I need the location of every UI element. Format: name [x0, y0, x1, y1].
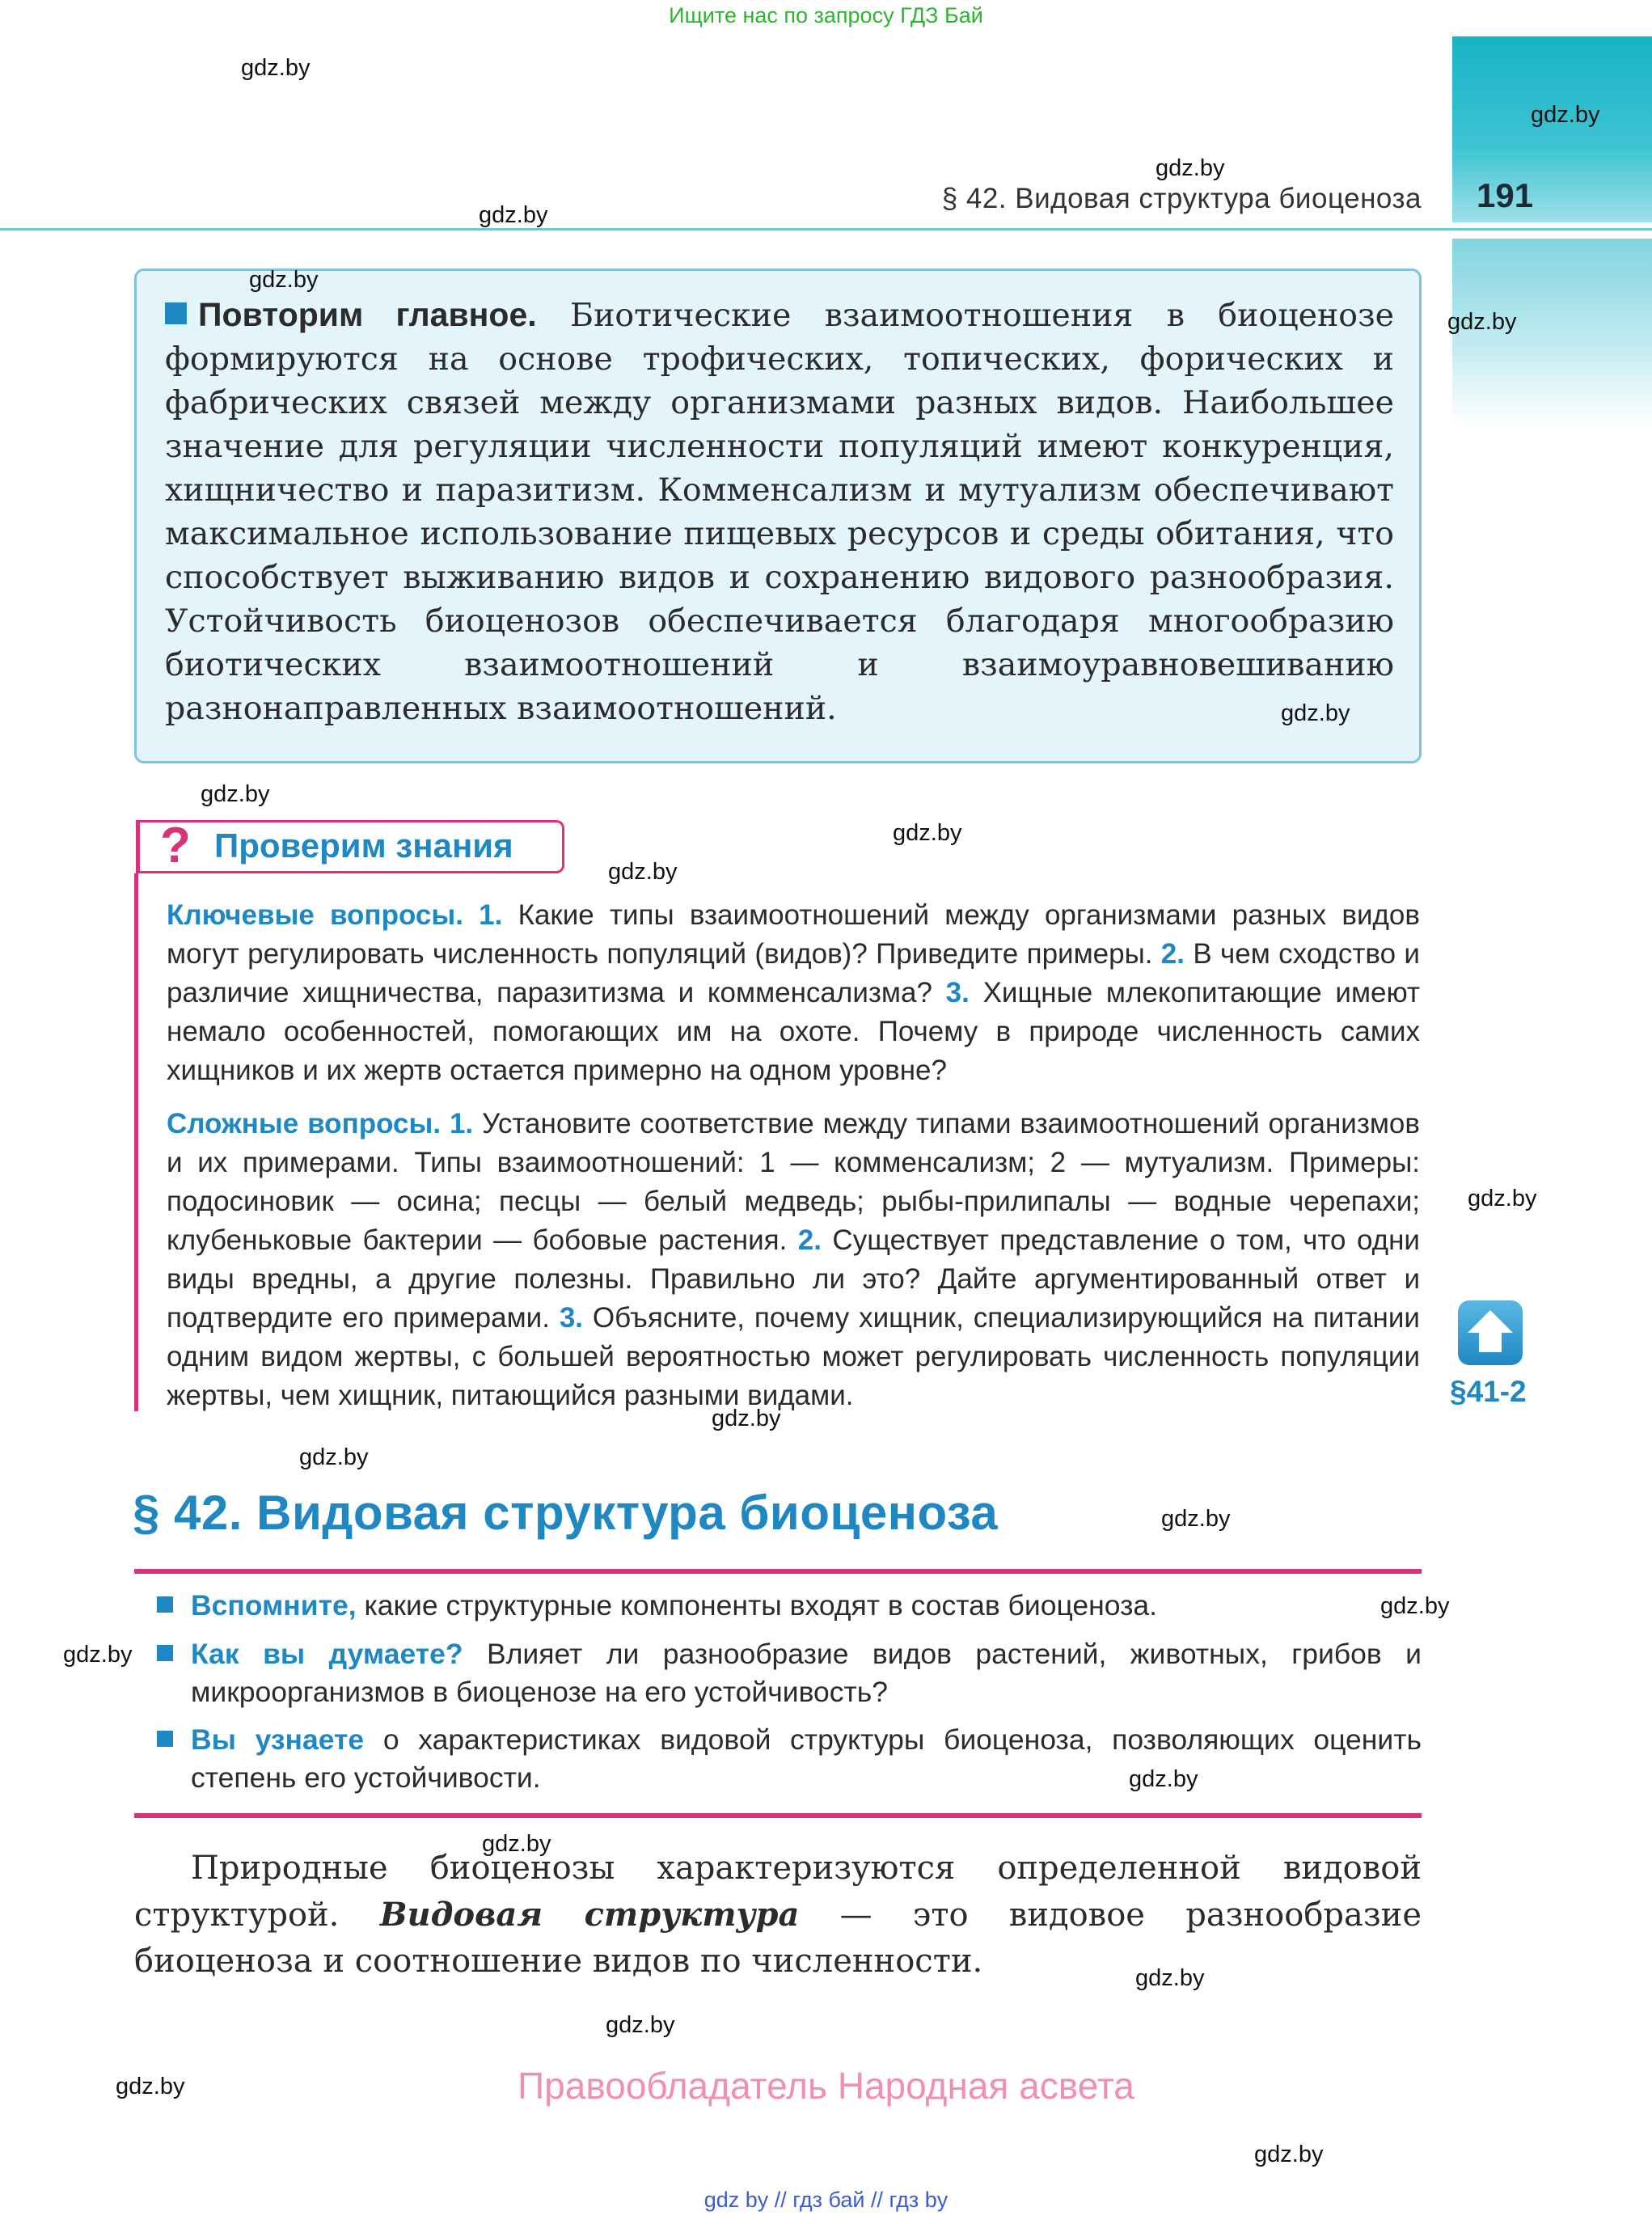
check-knowledge-title: Проверим знания [214, 827, 513, 865]
watermark: gdz.by [482, 1831, 551, 1857]
section-title: § 42. Видовая структура биоценоза [133, 1486, 999, 1540]
intro-text: Влияет ли разнообразие видов растений, животных, грибов и микроорганизмов в биоценозе на его устойчивость? [191, 1638, 1422, 1708]
section-rule-top [134, 1569, 1422, 1574]
body-paragraph [134, 1846, 1422, 1985]
intro-item [157, 1721, 1422, 1797]
check-knowledge-bar [134, 873, 138, 1411]
question-text: В чем сходство и различие хищничества, паразитизма и комменсализма? [167, 938, 1420, 1008]
watermark: gdz.by [299, 1444, 369, 1470]
key-questions-label: Ключевые вопросы. [167, 899, 463, 931]
copyright-notice: Правообладатель Народная асвета [518, 2065, 1134, 2107]
question-text: Существует представление о том, что одни виды вредны, а другие полезны. Правильно ли это? Дайте аргументированный ответ и подтвердите его примерами. [167, 1224, 1420, 1334]
intro-text: какие структурные компоненты входят в состав биоценоза. [364, 1589, 1157, 1621]
question-number: 1. [449, 1108, 474, 1139]
search-hint-banner[interactable]: Ищите нас по запросу ГДЗ Бай [669, 3, 983, 27]
bullet-icon [157, 1731, 173, 1747]
summary-bullet-icon [165, 302, 187, 324]
intro-key: Вы узнаете [191, 1723, 365, 1756]
watermark: gdz.by [241, 55, 311, 81]
summary-heading: Повторим главное. [198, 296, 537, 333]
home-arrow-icon[interactable] [1458, 1300, 1523, 1365]
question-text: Установите соответствие между типами взаимоотношений организмов и их примерами. Типы взаимоотношений: 1 — комменсализм; 2 — мутуализм. Примеры: подосиновик — осина; песцы — белый медведь; рыбы-прилипалы — водные черепахи; клубеньковые бактерии — бобовые растения. [167, 1108, 1420, 1256]
watermark: gdz.by [1129, 1766, 1198, 1792]
header-divider [0, 228, 1652, 230]
summary-body: Биотические взаимоотношения в биоценозе формируются на основе трофических, топических, форических и фабрических связей между организмами разных видов. Наибольшее значение для регуляции численности популяций имеют конкуренция, хищничество и паразитизм. Комменсализм и мутуализм обеспечивают максимальное использование пищевых ресурсов и среды обитания, что способствует выживанию видов и сохранению видового разнообразия. Устойчивость биоценозов обеспечивается благодаря многообразию биотических взаимоотношений и взаимоуравновешиванию разнонаправленных взаимоотношений. [165, 297, 1394, 727]
hard-questions [167, 1105, 1420, 1415]
watermark: gdz.by [63, 1642, 133, 1668]
watermark: gdz.by [116, 2074, 185, 2099]
watermark: gdz.by [606, 2012, 675, 2038]
bullet-icon [157, 1596, 173, 1613]
bullet-icon [157, 1645, 173, 1661]
watermark: gdz.by [1135, 1965, 1205, 1991]
footer-links[interactable]: gdz by // гдз бай // гдз by [703, 2188, 949, 2212]
body-term: Видовая структура [379, 1896, 800, 1934]
question-mark-icon: ? [160, 818, 191, 873]
watermark: gdz.by [479, 202, 548, 228]
running-header: § 42. Видовая структура биоценоза [941, 183, 1422, 214]
watermark: gdz.by [1380, 1593, 1450, 1619]
watermark: gdz.by [893, 820, 962, 846]
section-reference-link[interactable]: §41-2 [1450, 1375, 1527, 1408]
home-arrow-glyph [1458, 1300, 1523, 1365]
intro-key: Как вы думаете? [191, 1638, 463, 1670]
question-number: 1. [479, 899, 503, 931]
body-text: — это видовое разнообразие биоценоза и соотношение видов по численности. [134, 1896, 1422, 1980]
intro-key: Вспомните, [191, 1589, 357, 1621]
watermark: gdz.by [201, 781, 270, 807]
body-text: Природные биоценозы характеризуются определенной видовой структурой. [134, 1850, 1422, 1934]
watermark: gdz.by [1447, 309, 1517, 335]
question-number: 3. [945, 977, 970, 1008]
summary-text [165, 293, 1394, 730]
intro-text: о характеристиках видовой структуры биоценоза, позволяющих оценить степень его устойчивости. [191, 1723, 1422, 1794]
question-number: 3. [559, 1302, 584, 1334]
page-number: 191 [1477, 176, 1534, 214]
intro-item [157, 1587, 1422, 1625]
watermark: gdz.by [249, 267, 319, 293]
section-rule-bottom [134, 1813, 1422, 1818]
watermark: gdz.by [1468, 1186, 1537, 1211]
question-text: Какие типы взаимоотношений между организмами разных видов могут регулировать численность популяций (видов)? Приведите примеры. [167, 899, 1420, 970]
hard-questions-label: Сложные вопросы. [167, 1108, 442, 1139]
watermark: gdz.by [1156, 155, 1225, 181]
intro-item [157, 1635, 1422, 1711]
question-text: Объясните, почему хищник, специализирующийся на питании одним видом жертвы, с большей вероятностью может регулировать численность популяции жертвы, чем хищник, питающийся разными видами. [167, 1302, 1420, 1411]
watermark: gdz.by [1254, 2142, 1324, 2167]
watermark: gdz.by [608, 859, 678, 885]
question-text: Хищные млекопитающие имеют немало особенностей, помогающих им на охоте. Почему в природе численность самих хищников и их жертв остается примерно на одном уровне? [167, 977, 1420, 1086]
watermark: gdz.by [712, 1406, 781, 1431]
watermark: gdz.by [1531, 102, 1600, 128]
watermark: gdz.by [1161, 1506, 1231, 1532]
watermark: gdz.by [1281, 700, 1350, 726]
key-questions [167, 896, 1420, 1090]
question-number: 2. [1160, 938, 1185, 970]
question-number: 2. [797, 1224, 822, 1256]
